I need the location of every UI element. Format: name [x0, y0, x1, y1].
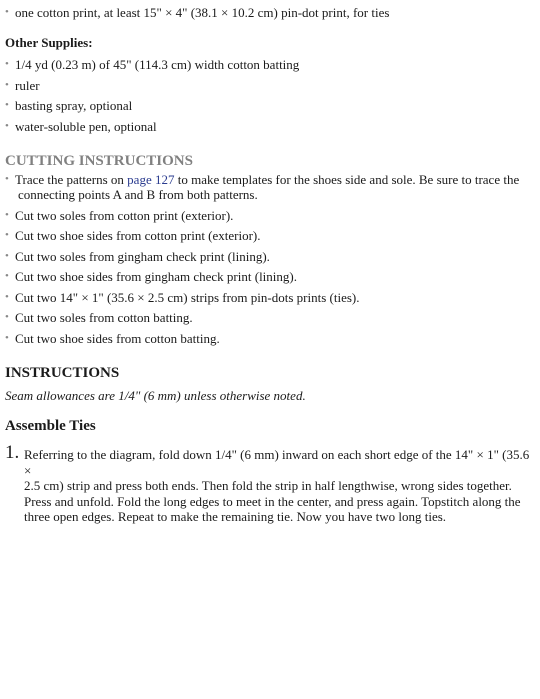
other-supplies-list: [5, 57, 535, 134]
step-text-line: 2.5 cm) strip and press both ends. Then fold the strip in half lengthwise, wrong sides together.: [24, 478, 512, 493]
list-item-text: Cut two 14" × 1" (35.6 × 2.5 cm) strips from pin-dots prints (ties).: [15, 289, 360, 305]
list-item: [5, 78, 535, 93]
bullet-icon: •: [5, 119, 9, 132]
list-item-text: Cut two soles from cotton print (exterior).: [15, 207, 234, 223]
list-item-text: Trace the patterns on page 127 to make templates for the shoes side and sole. Be sure to trace the: [15, 172, 520, 187]
list-item: [5, 119, 535, 134]
assemble-ties-heading: Assemble Ties: [5, 418, 96, 434]
bullet-icon: •: [5, 6, 9, 18]
list-item-text: basting spray, optional: [15, 98, 133, 113]
list-item-text: Cut two soles from cotton batting.: [15, 310, 193, 325]
instructions-section: [5, 364, 535, 403]
bullet-icon: •: [5, 78, 9, 91]
bullet-icon: •: [5, 229, 9, 241]
bullet-icon: •: [5, 270, 9, 282]
seam-allowance-note: Seam allowances are 1/4" (6 mm) unless otherwise noted.: [5, 388, 306, 403]
assemble-ties-section: [5, 417, 535, 525]
list-item-text: water-soluble pen, optional: [15, 118, 157, 134]
instructions-heading: INSTRUCTIONS: [5, 365, 120, 381]
list-item: [5, 172, 535, 202]
cutting-instructions-heading: CUTTING INSTRUCTIONS: [5, 153, 193, 169]
bullet-icon: •: [5, 249, 9, 262]
list-item-text: Cut two shoe sides from cotton print (exterior).: [15, 228, 261, 243]
list-item: [5, 98, 535, 113]
supplies-list-continued: [5, 5, 535, 26]
list-item: [5, 331, 535, 346]
list-item: [5, 228, 535, 243]
list-item: [5, 310, 535, 325]
list-item: [5, 5, 535, 20]
bullet-icon: •: [5, 173, 9, 185]
list-item: [5, 269, 535, 284]
bullet-icon: •: [5, 290, 9, 303]
list-item: [5, 208, 535, 223]
step-text-line: Referring to the diagram, fold down 1/4" (6 mm) inward on each short edge of the 14" × 1" (35.6 ×: [24, 447, 530, 478]
other-supplies-section: [5, 35, 535, 139]
list-item-text: Cut two shoe sides from cotton batting.: [15, 330, 220, 346]
list-item: [5, 57, 535, 72]
list-item: [5, 249, 535, 264]
bullet-icon: •: [5, 99, 9, 111]
step-text-line: Press and unfold. Fold the long edges to meet in the center, and press again. Topstitch along the: [24, 493, 521, 509]
step-text-line: three open edges. Repeat to make the remaining tie. Now you have two long ties.: [24, 509, 447, 524]
bullet-icon: •: [5, 58, 9, 70]
bullet-icon: •: [5, 208, 9, 221]
other-supplies-heading: Other Supplies:: [5, 35, 93, 50]
bullet-icon: •: [5, 331, 9, 344]
list-item-text: 1/4 yd (0.23 m) of 45" (114.3 cm) width cotton batting: [15, 57, 300, 72]
page-link[interactable]: page 127: [127, 172, 175, 187]
list-item-text: Cut two soles from gingham check print (lining).: [15, 248, 270, 264]
step-number: 1.: [5, 442, 20, 463]
cutting-list: [5, 172, 535, 346]
list-item-text: one cotton print, at least 15" × 4" (38.1 × 10.2 cm) pin-dot print, for ties: [15, 5, 390, 20]
list-item-text-continued: connecting points A and B from both patterns.: [18, 187, 258, 202]
list-item-text: ruler: [15, 77, 40, 93]
step-item: [5, 442, 535, 525]
bullet-icon: •: [5, 311, 9, 323]
cutting-instructions-section: [5, 152, 535, 351]
list-item-text: Cut two shoe sides from gingham check print (lining).: [15, 269, 297, 284]
list-item: [5, 290, 535, 305]
